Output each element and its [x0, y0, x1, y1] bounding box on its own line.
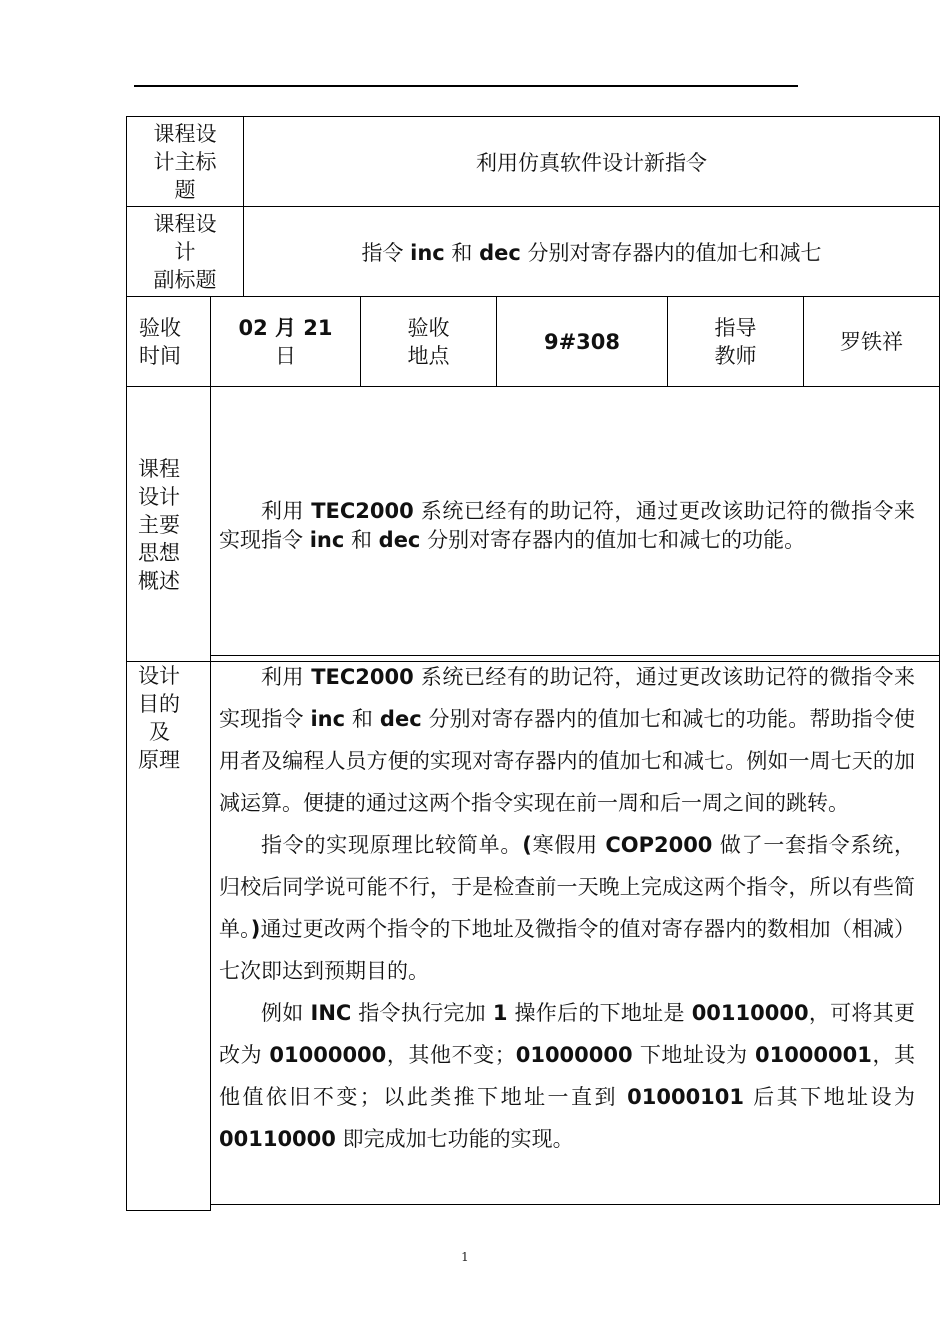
time-label-cell — [126, 296, 211, 387]
principle-seg: 00110000 — [691, 1001, 809, 1025]
time-value-cell — [210, 296, 361, 387]
subtitle-value-cell — [243, 206, 940, 297]
summary-label-line: 设计 — [138, 485, 180, 509]
principle-seg: 1 — [492, 1001, 508, 1025]
summary-label-cell — [126, 386, 211, 662]
subtitle-label-line: 副标题 — [153, 267, 217, 292]
principle-seg: 操作后的下地址是 — [507, 1001, 692, 1025]
main-title: 利用仿真软件设计新指令 — [476, 150, 707, 175]
title-label-line: 课程设 — [153, 121, 217, 146]
summary-label-line: 概述 — [138, 569, 180, 593]
summary-seg: 系统已经有的助记符，通过更改该助记符的微指令来实现指令 — [219, 499, 915, 552]
summary-label-line: 课程 — [138, 457, 180, 481]
place-label-line: 验收 — [407, 315, 450, 340]
subtitle-seg: inc — [410, 240, 445, 265]
principle-label-line: 及 — [149, 720, 170, 744]
time-label-line: 验收 — [139, 316, 181, 340]
summary-seg: 利用 — [261, 499, 312, 523]
principle-seg: 后其下地址设为 — [744, 1085, 915, 1109]
principle-seg: INC — [310, 1001, 352, 1025]
summary-value-cell — [210, 386, 940, 662]
teacher-label-cell — [667, 296, 804, 387]
place-value: 9#308 — [543, 329, 621, 354]
place-label-line: 地点 — [407, 343, 450, 368]
summary-seg: inc — [309, 528, 345, 552]
page-number: 1 — [461, 1250, 469, 1264]
summary-label-line: 主要 — [138, 513, 180, 537]
subtitle-label-cell — [126, 206, 244, 297]
teacher-label-line: 教师 — [714, 343, 757, 368]
title-label-cell — [126, 116, 244, 207]
teacher-label-line: 指导 — [714, 315, 757, 340]
principle-label-line: 设计 — [138, 664, 180, 688]
time-label-line: 时间 — [139, 344, 181, 368]
place-label-cell — [360, 296, 497, 387]
principle-seg: 01000000 — [269, 1043, 387, 1067]
summary-paragraph — [219, 497, 915, 555]
title-label-line: 题 — [174, 177, 196, 202]
principle-seg: dec — [379, 707, 422, 731]
summary-label-line: 思想 — [138, 541, 180, 565]
time-value-line: 02 月 21 — [238, 315, 333, 340]
principle-seg: COP2000 — [605, 833, 713, 857]
teacher-value-cell — [803, 296, 940, 387]
principle-seg: TEC2000 — [311, 665, 414, 689]
principle-seg: 分别对寄存器内的值加七和减七的功能。帮助指令使用者及编程人员方便的实现对寄存器内的值加七和减七。例如一周七天的加减运算。便捷的通过这两个指令实现在前一周和后一周之间的跳转。 — [219, 707, 915, 815]
principle-seg: ，其他不变； — [386, 1043, 516, 1067]
principle-paragraph-3 — [219, 992, 915, 1160]
subtitle-seg: 分别对寄存器内的值加七和减七 — [520, 240, 822, 265]
principle-seg: 通过更改两个指令的下地址及微指令的值对寄存器内的数相加（相减）七次即达到预期目的。 — [219, 917, 916, 983]
principle-label-line: 原理 — [138, 748, 180, 772]
time-value-line: 日 — [274, 343, 296, 368]
summary-seg: 和 — [344, 528, 379, 552]
teacher-value: 罗铁祥 — [840, 329, 903, 354]
principle-seg: ) — [250, 917, 261, 941]
principle-seg: 做了一套指令系统，归校后同学说可能不行，于是检查前一天晚上完成这两个指令，所以有些简单。 — [219, 833, 915, 941]
subtitle-seg: dec — [479, 240, 521, 265]
principle-seg: ( — [522, 833, 532, 857]
subtitle-text — [361, 237, 821, 267]
summary-seg: TEC2000 — [311, 499, 414, 523]
place-value-cell — [496, 296, 668, 387]
principle-label-cell — [126, 661, 211, 1211]
title-value-cell — [243, 116, 940, 207]
principle-seg: 寒假用 — [531, 833, 606, 857]
principle-seg: 系统已经有的助记符，通过更改该助记符的微指令来实现指令 — [219, 665, 915, 731]
principle-paragraph-1 — [219, 656, 915, 824]
principle-seg: 01000001 — [754, 1043, 872, 1067]
principle-seg: 00110000 — [219, 1127, 336, 1151]
principle-seg: 01000101 — [627, 1085, 745, 1109]
principle-seg: 利用 — [261, 665, 312, 689]
summary-seg: dec — [378, 528, 421, 552]
principle-seg: 指令的实现原理比较简单。 — [261, 833, 523, 857]
title-label-line: 计主标 — [153, 149, 217, 174]
principle-seg: ，其他值依旧不变；以此类推下地址一直到 — [219, 1043, 916, 1109]
subtitle-label-line: 计 — [174, 239, 196, 264]
principle-paragraph-2 — [219, 824, 915, 992]
principle-seg: 指令执行完加 — [351, 1001, 493, 1025]
principle-seg: ，可将其更改为 — [219, 1001, 915, 1067]
principle-seg: 即完成加七功能的实现。 — [335, 1127, 574, 1151]
principle-seg: 和 — [345, 707, 380, 731]
header-rule — [134, 85, 798, 87]
subtitle-label-line: 课程设 — [153, 211, 217, 236]
summary-seg: 分别对寄存器内的值加七和减七的功能。 — [420, 528, 806, 552]
principle-value-cell — [210, 655, 940, 1205]
subtitle-seg: 和 — [444, 240, 480, 265]
subtitle-seg: 指令 — [361, 240, 411, 265]
principle-seg: 例如 — [261, 1001, 311, 1025]
principle-seg: 01000000 — [515, 1043, 633, 1067]
principle-seg: inc — [310, 707, 346, 731]
principle-seg: 下地址设为 — [632, 1043, 755, 1067]
principle-label-line: 目的 — [138, 692, 180, 716]
